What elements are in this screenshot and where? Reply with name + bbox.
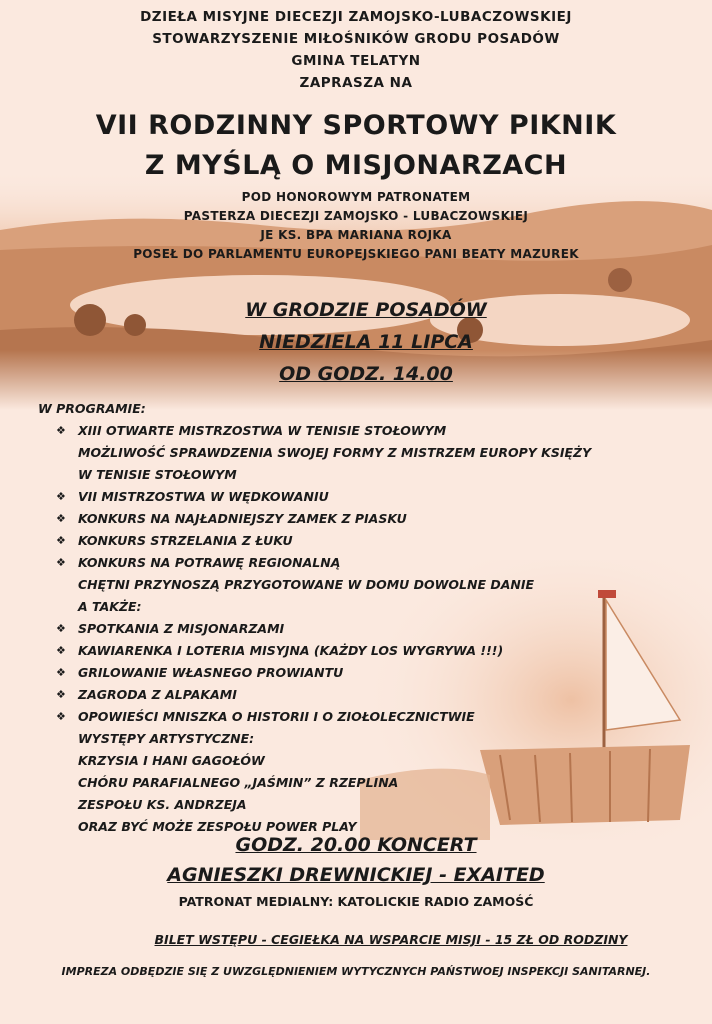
event-title: [0, 106, 712, 186]
program-item: [38, 618, 678, 640]
concert-block: [0, 830, 712, 890]
program-item-text: KONKURS NA POTRAWĘ REGIONALNĄ: [78, 555, 341, 570]
program-item-text: WYSTĘPY ARTYSTYCZNE:: [78, 731, 255, 746]
diamond-bullet-icon: ❖: [56, 424, 66, 437]
program-item: [38, 508, 678, 530]
program-item: [38, 640, 678, 662]
sanitary-note: IMPREZA ODBĘDZIE SIĘ Z UWZGLĘDNIENIEM WYTYCZNYCH PAŃSTWOEJ INSPEKCJI SANITARNEJ.: [61, 965, 651, 978]
program-item-text: A TAKŻE:: [78, 599, 142, 614]
diamond-bullet-icon: ❖: [56, 556, 66, 569]
program-item-text: CHÓRU PARAFIALNEGO „JAŚMIN” Z RZEPLINA: [78, 775, 399, 790]
diamond-bullet-icon: ❖: [56, 622, 66, 635]
program-item-text: OPOWIEŚCI MNISZKA O HISTORII I O ZIOŁOLECZNICTWIE: [78, 709, 475, 724]
program-item: [38, 706, 678, 728]
patronage-line-4: POSEŁ DO PARLAMENTU EUROPEJSKIEGO PANI BEATY MAZUREK: [133, 247, 579, 261]
program-item-detail: [38, 794, 678, 816]
program-item-detail: [38, 596, 678, 618]
organizer-line-1: DZIEŁA MISYJNE DIECEZJI ZAMOJSKO-LUBACZOWSKIEJ: [140, 9, 572, 25]
program-item-text: KONKURS STRZELANIA Z ŁUKU: [78, 533, 293, 548]
program-item-text: VII MISTRZOSTWA W WĘDKOWANIU: [78, 489, 329, 504]
program-item-detail: [38, 750, 678, 772]
diamond-bullet-icon: ❖: [56, 644, 66, 657]
program-list: [38, 420, 678, 838]
program-item: [38, 486, 678, 508]
program-item-detail: [38, 442, 678, 464]
program-item-text: SPOTKANIA Z MISJONARZAMI: [78, 621, 285, 636]
patronage-block: [0, 188, 712, 264]
organizers-block: [0, 6, 712, 94]
event-time: OD GODZ. 14.00: [279, 363, 453, 385]
program-item: [38, 420, 678, 442]
program-item-detail: [38, 574, 678, 596]
ticket-info: BILET WSTĘPU - CEGIEŁKA NA WSPARCIE MISJI - 15 ZŁ OD RODZINY: [154, 932, 628, 947]
program-item: [38, 684, 678, 706]
diamond-bullet-icon: ❖: [56, 666, 66, 679]
concert-performer: AGNIESZKI DREWNICKIEJ - EXAITED: [167, 864, 545, 886]
patronage-line-3: JE KS. BPA MARIANA ROJKA: [260, 228, 452, 242]
program-item-text: ZAGRODA Z ALPAKAMI: [78, 687, 237, 702]
patronage-line-2: PASTERZA DIECEZJI ZAMOJSKO - LUBACZOWSKIEJ: [183, 209, 529, 223]
program-item-text: KAWIARENKA I LOTERIA MISYJNA (KAŻDY LOS WYGRYWA !!!): [78, 643, 504, 658]
program-item-text: XIII OTWARTE MISTRZOSTWA W TENISIE STOŁOWYM: [78, 423, 447, 438]
program-item-text: MOŻLIWOŚĆ SPRAWDZENIA SWOJEJ FORMY Z MISTRZEM EUROPY KSIĘŻY: [78, 445, 592, 460]
program-item: [38, 662, 678, 684]
event-title-line-2: Z MYŚLĄ O MISJONARZACH: [144, 150, 568, 181]
diamond-bullet-icon: ❖: [56, 490, 66, 503]
event-title-line-1: VII RODZINNY SPORTOWY PIKNIK: [95, 110, 617, 141]
organizer-line-2: STOWARZYSZENIE MIŁOŚNIKÓW GRODU POSADÓW: [152, 31, 560, 47]
program-item-detail: [38, 464, 678, 486]
event-place: W GRODZIE POSADÓW: [245, 299, 487, 321]
event-details: [0, 294, 712, 390]
diamond-bullet-icon: ❖: [56, 534, 66, 547]
patronage-line-1: POD HONOROWYM PATRONATEM: [241, 190, 471, 204]
diamond-bullet-icon: ❖: [56, 512, 66, 525]
program-item: [38, 552, 678, 574]
program-item-detail: [38, 728, 678, 750]
concert-time: GODZ. 20.00 KONCERT: [235, 834, 477, 856]
diamond-bullet-icon: ❖: [56, 688, 66, 701]
diamond-bullet-icon: ❖: [56, 710, 66, 723]
program-item: [38, 530, 678, 552]
media-patron: PATRONAT MEDIALNY: KATOLICKIE RADIO ZAMOŚĆ: [178, 894, 534, 909]
program-item-text: W TENISIE STOŁOWYM: [78, 467, 237, 482]
program-section: [38, 398, 678, 838]
program-item-detail: [38, 772, 678, 794]
organizer-line-3: GMINA TELATYN: [291, 53, 421, 69]
event-date: NIEDZIELA 11 LIPCA: [259, 331, 473, 353]
program-item-text: ORAZ BYĆ MOŻE ZESPOŁU POWER PLAY: [78, 819, 357, 834]
program-heading: W PROGRAMIE:: [38, 401, 146, 416]
program-item-text: KONKURS NA NAJŁADNIEJSZY ZAMEK Z PIASKU: [78, 511, 407, 526]
program-item-text: GRILOWANIE WŁASNEGO PROWIANTU: [78, 665, 344, 680]
program-item-text: KRZYSIA I HANI GAGOŁÓW: [78, 753, 265, 768]
program-item-text: CHĘTNI PRZYNOSZĄ PRZYGOTOWANE W DOMU DOWOLNE DANIE: [78, 577, 535, 592]
invite-line: ZAPRASZA NA: [299, 75, 413, 91]
program-item-text: ZESPOŁU KS. ANDRZEJA: [78, 797, 247, 812]
